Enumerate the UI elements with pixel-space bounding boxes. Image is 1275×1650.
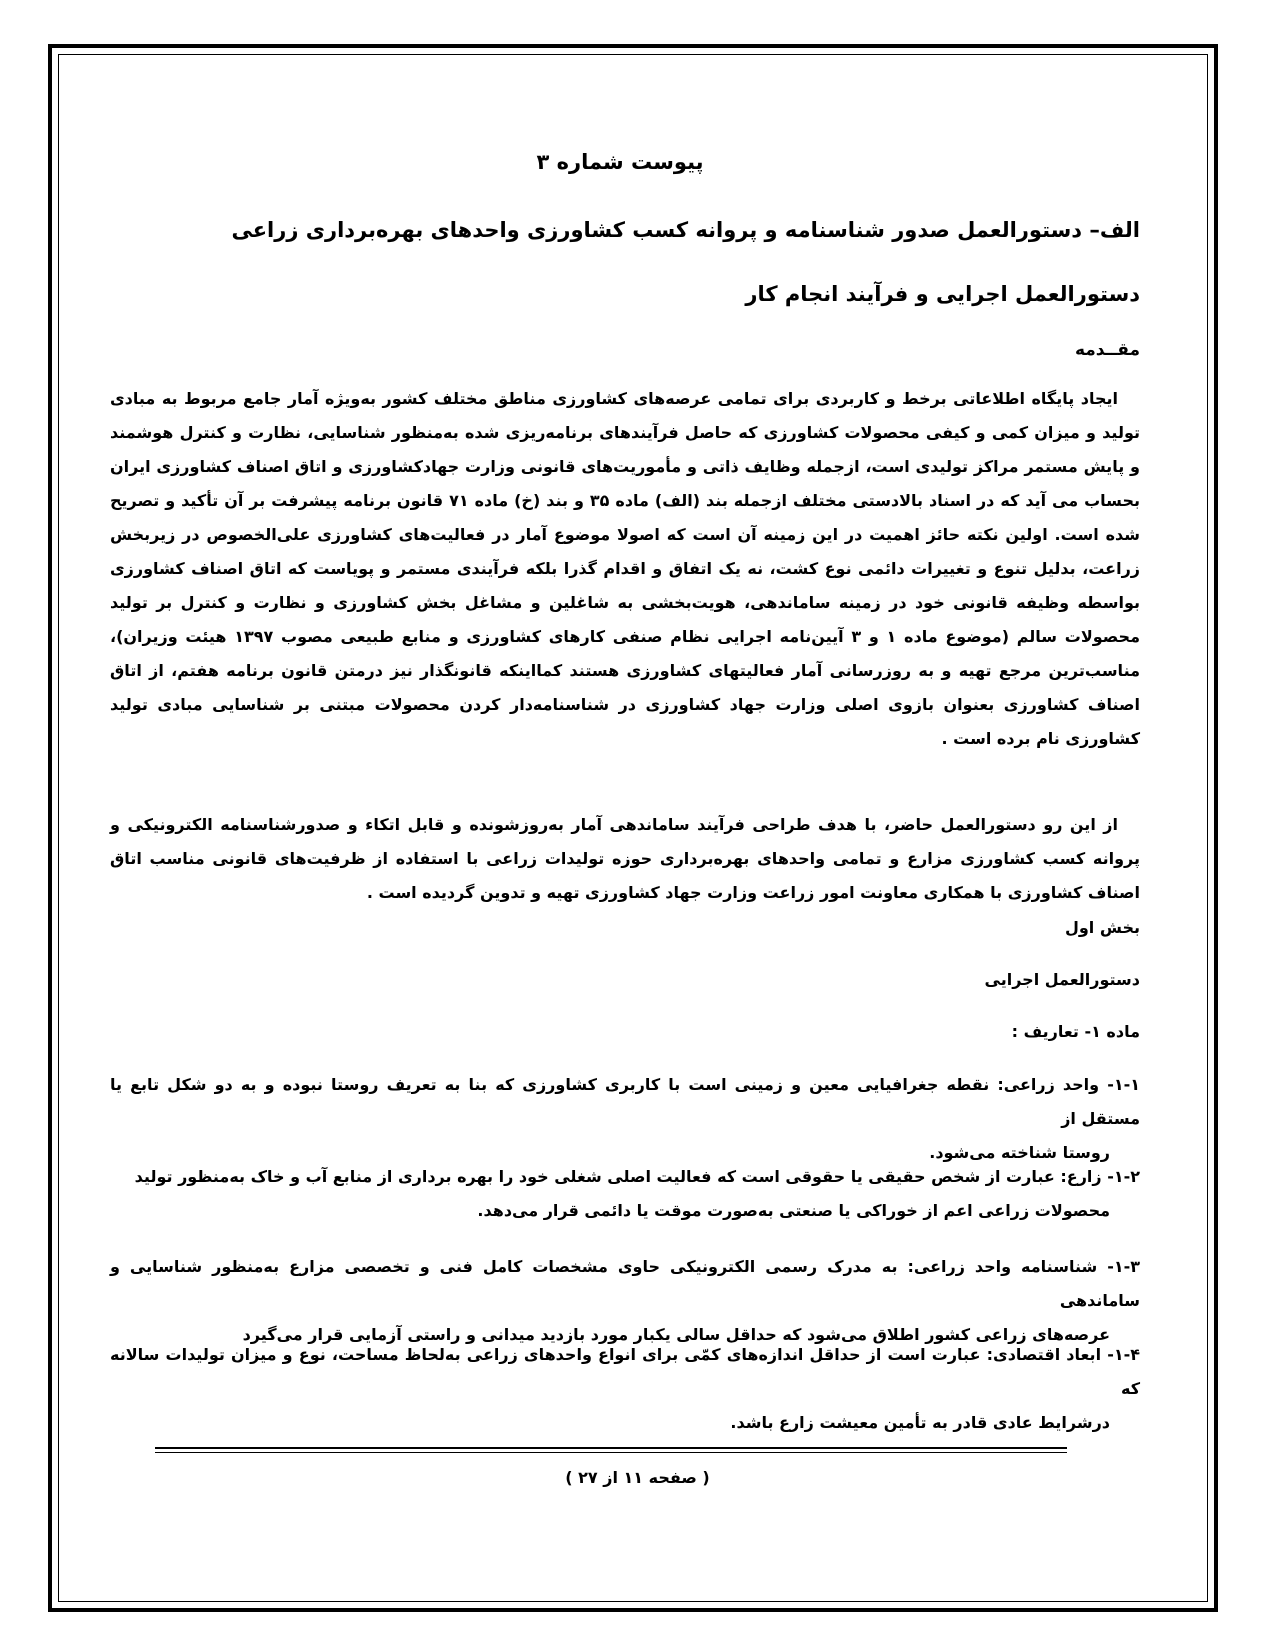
- section-title: دستورالعمل اجرایی: [984, 970, 1140, 989]
- section-label: بخش اول: [1064, 918, 1140, 937]
- footer-rule: [155, 1447, 1067, 1449]
- sub-heading: دستورالعمل اجرایی و فرآیند انجام کار: [745, 282, 1140, 306]
- definition-text: ۱-۱- واحد زراعی: نقطه جغرافیایی معین و زمینی است با کاربری کشاورزی که بنا به تعریف روستا نبوده و به دو شکل تابع یا مستقل از: [110, 1075, 1140, 1128]
- definition-text: ۱-۳- شناسنامه واحد زراعی: به مدرک رسمی الکترونیکی حاوی مشخصات کامل فنی و تخصصی مزارع به‌منظور شناسایی و ساماندهی: [110, 1257, 1140, 1310]
- definition-continuation: درشرایط عادی قادر به تأمین معیشت زارع باشد.: [730, 1413, 1110, 1432]
- definition-text: ۱-۲- زارع: عبارت از شخص حقیقی یا حقوقی است که فعالیت اصلی شغلی خود را بهره برداری از منابع آب و خاک به‌منظور تولید: [134, 1167, 1140, 1186]
- definition-continuation: عرصه‌های زراعی کشور اطلاق می‌شود که حداقل سالی یکبار مورد بازدید میدانی و راستی آزمایی قرار می‌گیرد: [242, 1325, 1110, 1344]
- attachment-title: پیوست شماره ۳: [536, 150, 704, 174]
- definition-text: ۱-۴- ابعاد اقتصادی: عبارت است از حداقل اندازه‌های کمّی برای انواع واحدهای زراعی به‌لحاظ مساحت، نوع و میزان تولیدات سالانه که: [110, 1345, 1140, 1398]
- article-title: ماده ۱- تعاریف :: [1011, 1022, 1140, 1041]
- definition-item: [110, 1338, 1140, 1440]
- intro-heading: مقــدمه: [1074, 340, 1140, 360]
- definition-item: [110, 1250, 1140, 1352]
- intro-paragraph-2: از این رو دستورالعمل حاضر، با هدف طراحی فرآیند ساماندهی آمار به‌روزشونده و قابل اتکاء و صدورشناسنامه الکترونیکی و پروانه کسب کشاورزی مزارع و تمامی واحدهای بهره‌برداری حوزه تولیدات زراعی با استفاده از ظرفیت‌های قانونی مناسب اتاق اصناف کشاورزی با همکاری معاونت امور زراعت وزارت جهاد کشاورزی تهیه و تدوین گردیده است .: [110, 815, 1140, 902]
- definition-item: [110, 1160, 1140, 1228]
- definition-item: [110, 1068, 1140, 1170]
- main-heading: الف– دستورالعمل صدور شناسنامه و پروانه کسب کشاورزی واحدهای بهره‌برداری زراعی: [231, 218, 1140, 242]
- page-number: ( صفحه ۱۱ از ۲۷ ): [565, 1468, 710, 1487]
- definition-continuation: محصولات زراعی اعم از خوراکی یا صنعتی به‌صورت موقت یا دائمی قرار می‌دهد.: [477, 1201, 1110, 1220]
- footer-rule-thin: [155, 1452, 1067, 1453]
- definition-continuation: روستا شناخته می‌شود.: [929, 1143, 1110, 1162]
- intro-paragraph-1: ایجاد پایگاه اطلاعاتی برخط و کاربردی برای تمامی عرصه‌های کشاورزی مناطق مختلف کشور به‌ویژه آمار جامع مربوط به مبادی تولید و میزان کمی و کیفی محصولات کشاورزی که حاصل فرآیندهای برنامه‌ریزی شده به‌منظور شناسایی، نظارت و کنترل هوشمند و پایش مستمر مراکز تولیدی است، ازجمله وظایف ذاتی و مأموریت‌های قانونی وزارت جهادکشاورزی و اتاق اصناف کشاورزی ایران بحساب می آید که در اسناد بالادستی مختلف ازجمله بند (الف) ماده ۳۵ و بند (خ) ماده ۷۱ قانون برنامه پیشرفت بر آن تأکید و تصریح شده است. اولین نکته حائز اهمیت در این زمینه آن است که اصولا موضوع آمار در فعالیت‌های کشاورزی علی‌الخصوص در زیربخش زراعت، بدلیل تنوع و تغییرات دائمی نوع کشت، نه یک اتفاق و اقدام گذرا بلکه فرآیندی مستمر و پویاست که اتاق اصناف کشاورزی بواسطه وظیفه قانونی خود در زمینه ساماندهی، هویت‌بخشی به شاغلین و مشاغل بخش کشاورزی و نظارت و کنترل بر تولید محصولات سالم (موضوع ماده ۱ و ۳ آیین‌نامه اجرایی نظام صنفی کارهای کشاورزی و منابع طبیعی مصوب ۱۳۹۷ هیئت وزیران)، مناسب‌ترین مرجع تهیه و به روزرسانی آمار فعالیتهای کشاورزی هستند کمااینکه قانونگذار نیز درمتن قانون برنامه هفتم، از اتاق اصناف کشاورزی بعنوان بازوی اصلی وزارت جهاد کشاورزی در شناسنامه‌دار کردن محصولات مبتنی بر شناسایی مبادی تولید کشاورزی نام برده است .: [110, 389, 1140, 748]
